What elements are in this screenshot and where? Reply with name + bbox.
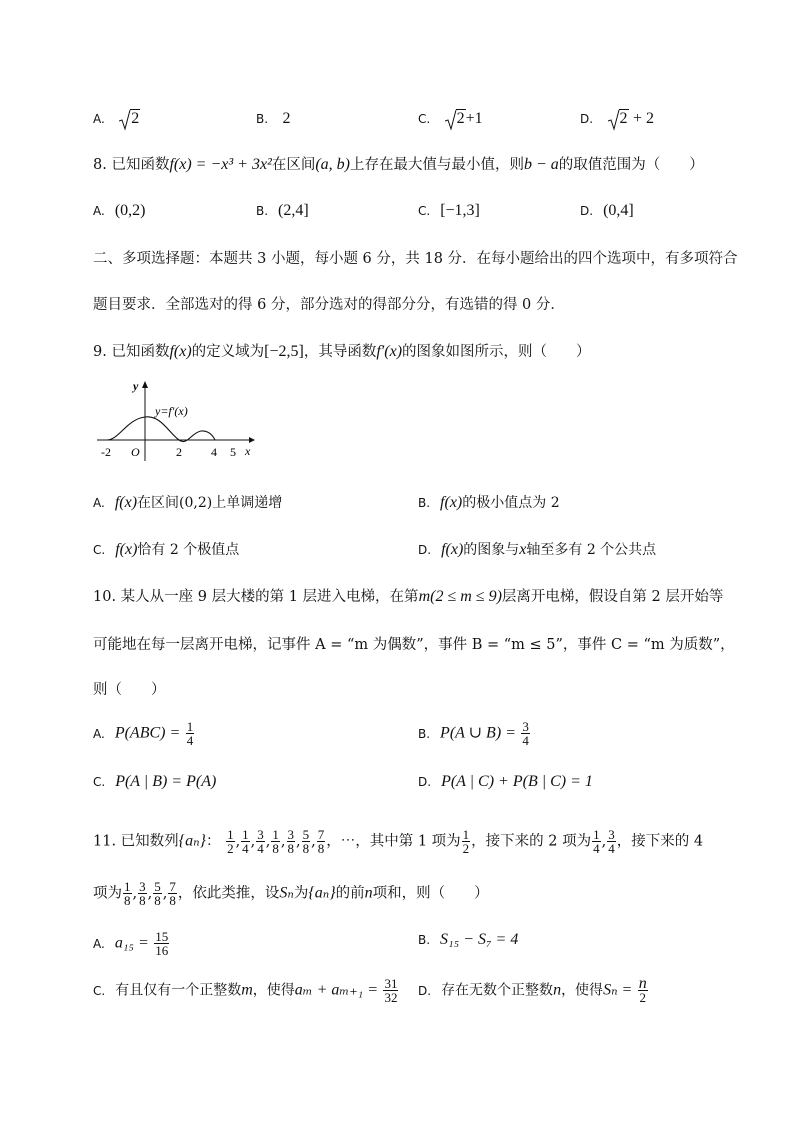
fraction: $\frac{1}{8}$ [272, 827, 279, 856]
option-label: A. [93, 112, 105, 126]
q8-stem: 8. 已知函数f(x) = −x³ + 3x²在区间(a, b)上存在最大值与最小值，则b − a的取值范围为（ ） [93, 156, 704, 173]
q8-option-a: A. (0,2) [93, 202, 146, 219]
section-instructions: 题目要求．全部选对的得 6 分，部分选对的得部分分，有选错的得 0 分． [93, 297, 565, 313]
sqrt-value: 2 [445, 109, 466, 129]
y-axis-label: y [133, 379, 139, 393]
option-label: D. [580, 112, 594, 126]
fraction: $\frac{1}{2}$ [462, 827, 470, 856]
curve-label: y=f′(x) [155, 404, 188, 418]
x-axis-label: x [245, 444, 251, 458]
fraction: $\frac{3}{8}$ [139, 879, 146, 908]
q9-option-c: C. f(x)恰有 2 个极值点 [93, 541, 240, 558]
q11-option-b: B. S₁₅ − S₇ = 4 [418, 931, 519, 948]
fraction: $\frac{3}{4}$ [522, 719, 529, 748]
tick-label: 4 [211, 445, 217, 459]
q10-option-c: C. P(A | B) = P(A) [93, 773, 217, 790]
q7-option-d: D. 2 + 2 [580, 109, 654, 129]
sqrt-value: 2 [119, 109, 140, 129]
section-heading: 二、多项选择题：本题共 3 小题，每小题 6 分，共 18 分．在每小题给出的四个选项中，有多项符合 [93, 251, 738, 267]
fraction: $\frac{15}{16}$ [155, 929, 169, 958]
fraction: $\frac{5}{8}$ [302, 827, 310, 856]
q9-stem: 9. 已知函数f(x)的定义域为[−2,5]，其导函数f′(x)的图象如图所示，则（ ） [93, 343, 591, 360]
q9-option-b: B. f(x)的极小值点为 2 [418, 494, 560, 511]
y-axis-arrow-icon [142, 381, 148, 388]
sqrt-sign-icon [608, 109, 620, 131]
sqrt-value: 2 [608, 109, 629, 129]
x-axis-arrow-icon [249, 437, 255, 443]
tick-label: 5 [230, 445, 236, 459]
q8-option-b: B. (2,4] [256, 202, 309, 219]
q9-option-a: A. f(x)在区间(0,2)上单调递增 [93, 494, 283, 511]
q11-stem-line2: 项为 $\frac{1}{8}$ , $\frac{3}{8}$ , $\frac{5}{8}$ , $\frac{7}{8}$ ，依此类推，设Sₙ为{aₙ}的前n项和，则（ ） [93, 879, 489, 908]
option-label: B. [256, 112, 269, 126]
origin-label: O [131, 445, 140, 459]
fraction: $\frac{7}{8}$ [317, 827, 325, 856]
q9-option-d: D. f(x)的图象与x轴至多有 2 个公共点 [418, 541, 657, 558]
sqrt-sign-icon [445, 109, 457, 131]
q7-option-c: C. 2+1 [418, 109, 483, 129]
q11-option-d: D. 存在无数个正整数n，使得Sₙ = $\frac{n}{2}$ [418, 975, 647, 1005]
q10-option-d: D. P(A | C) + P(B | C) = 1 [418, 773, 593, 790]
fraction: $\frac{1}{4}$ [186, 719, 194, 748]
fraction: $\frac{7}{8}$ [169, 879, 176, 908]
option-label: C. [418, 112, 431, 126]
q7-option-a [93, 109, 140, 129]
tick-label: -2 [101, 445, 111, 459]
fraction: $\frac{3}{8}$ [287, 827, 294, 856]
q8-option-c: C. [−1,3] [418, 202, 480, 219]
tick-label: 2 [176, 445, 182, 459]
fraction: $\frac{3}{4}$ [608, 827, 615, 856]
derivative-curve [107, 417, 233, 442]
q10-stem-line1: 10. 某人从一座 9 层大楼的第 1 层进入电梯，在第m(2 ≤ m ≤ 9)层离开电梯，假设自第 2 层开始等 [93, 588, 724, 605]
fraction: $\frac{3}{4}$ [257, 827, 264, 856]
q11-option-a: A. a₁₅ = $\frac{15}{16}$ [93, 929, 169, 958]
q10-stem-line3: 则（ ） [93, 682, 166, 698]
derivative-graph [93, 375, 263, 465]
fraction: $\frac{1}{4}$ [593, 827, 600, 856]
q10-stem-line2: 可能地在每一层离开电梯，记事件 A = “m 为偶数”，事件 B = “m ≤ 5”，事件 C = “m 为质数”， [93, 637, 735, 653]
q8-option-d: D. (0,4] [580, 202, 634, 219]
fraction: $\frac{5}{8}$ [154, 879, 161, 908]
fraction: $\frac{31}{32}$ [384, 976, 398, 1005]
sqrt-sign-icon [119, 109, 131, 131]
q10-option-a: A. P(ABC) = $\frac{1}{4}$ [93, 719, 194, 748]
fraction: $\frac{n}{2}$ [638, 975, 647, 1005]
fraction: $\frac{1}{2}$ [227, 827, 234, 856]
q7-option-b: B. 2 [256, 110, 291, 127]
q11-stem-line1: 11. 已知数列{aₙ}： $\frac{1}{2}$ , $\frac{1}{4}$ , $\frac{3}{4}$ , $\frac{1}{8}$ , $\frac{3}{8}$ , $\frac{5}{8}$ , $\frac{7}{8}$ ，⋯，其中第 1 项为 $\frac{1}{2}$ ，接下来的 2 项为 $\frac{1}{4}$ , $\frac{3}{4}$ ，接下来的 4 [93, 827, 704, 856]
fraction: $\frac{1}{8}$ [124, 879, 131, 908]
fraction: $\frac{1}{4}$ [242, 827, 249, 856]
q11-option-c: C. 有且仅有一个正整数m，使得aₘ + aₘ₊₁ = $\frac{31}{32}$ [93, 976, 398, 1005]
q10-option-b: B. P(A ∪ B) = $\frac{3}{4}$ [418, 719, 529, 748]
